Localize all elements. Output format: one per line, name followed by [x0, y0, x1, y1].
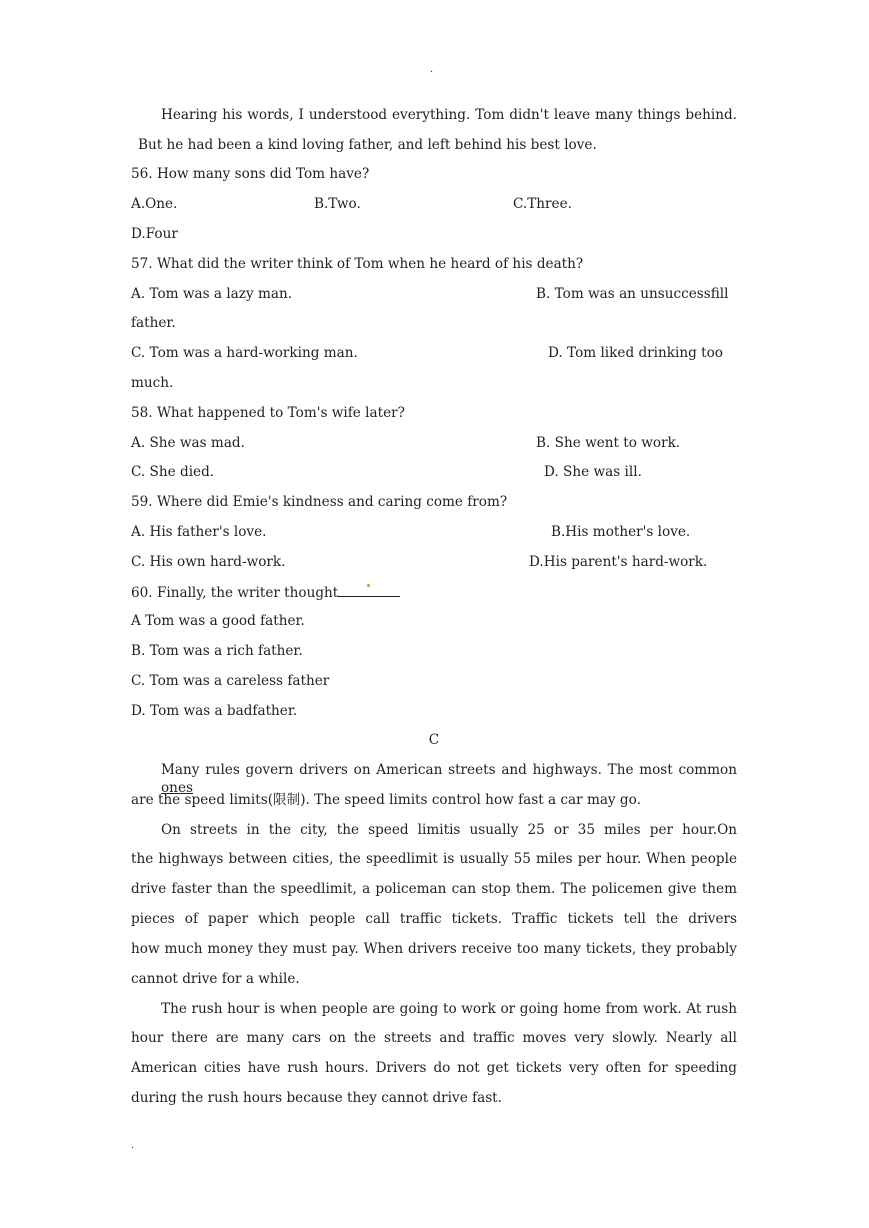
footer-dot: . [131, 1140, 135, 1151]
option-57-d: D. Tom liked drinking too [548, 345, 723, 361]
option-58-d: D. She was ill. [544, 464, 642, 480]
paragraph-line: how much money they must pay. When drivers receive too many tickets, they probably [131, 941, 737, 957]
question-58-stem: 58. What happened to Tom's wife later? [131, 405, 405, 421]
option-56-b: B.Two. [314, 196, 361, 212]
option-60-b: B. Tom was a rich father. [131, 643, 303, 659]
paragraph-line: the highways between cities, the speedlimit is usually 55 miles per hour. When people [131, 851, 737, 867]
underlined-word: ones [161, 780, 193, 796]
option-56-c: C.Three. [513, 196, 572, 212]
paragraph-line: drive faster than the speedlimit, a policeman can stop them. The policemen give them [131, 881, 737, 897]
option-56-d: D.Four [131, 226, 178, 242]
option-58-b: B. She went to work. [536, 435, 681, 451]
option-57-a: A. Tom was a lazy man. [131, 286, 293, 302]
section-heading: C [428, 732, 440, 748]
question-59-stem: 59. Where did Emie's kindness and caring come from? [131, 494, 508, 510]
option-60-c: C. Tom was a careless father [131, 673, 330, 689]
option-58-c: C. She died. [131, 464, 215, 480]
option-57-b: B. Tom was an unsuccessfill [536, 286, 729, 302]
question-60-stem [131, 582, 737, 602]
question-56-stem: 56. How many sons did Tom have? [131, 166, 370, 182]
header-dot: . [430, 64, 434, 75]
option-59-c: C. His own hard-work. [131, 554, 286, 570]
question-57-stem: 57. What did the writer think of Tom when he heard of his death? [131, 256, 584, 272]
paragraph-line: are the speed limits(限制). The speed limits control how fast a car may go. [131, 792, 641, 808]
option-57-b-cont: father. [131, 315, 176, 331]
option-59-d: D.His parent's hard-work. [529, 554, 708, 570]
paragraph-line: On streets in the city, the speed limitis usually 25 or 35 miles per hour.On [161, 822, 737, 838]
option-59-b: B.His mother's love. [551, 524, 691, 540]
passage-line: Hearing his words, I understood everything. Tom didn't leave many things behind. [161, 107, 737, 123]
paragraph-line: American cities have rush hours. Drivers do not get tickets very often for speeding [131, 1060, 737, 1076]
question-60-text: 60. Finally, the writer thought [131, 585, 339, 601]
option-59-a: A. His father's love. [131, 524, 267, 540]
paragraph-line: hour there are many cars on the streets and traffic moves very slowly. Nearly all [131, 1030, 737, 1046]
option-60-a: A Tom was a good father. [131, 613, 305, 629]
option-57-d-cont: much. [131, 375, 174, 391]
paragraph-line: during the rush hours because they cannot drive fast. [131, 1090, 502, 1106]
option-57-c: C. Tom was a hard-working man. [131, 345, 358, 361]
paragraph-line: The rush hour is when people are going to work or going home from work. At rush [161, 1001, 737, 1017]
option-60-d: D. Tom was a badfather. [131, 703, 298, 719]
option-56-a: A.One. [131, 196, 178, 212]
paragraph-text: Many rules govern drivers on American streets and highways. The most common [161, 762, 737, 778]
passage-line: But he had been a kind loving father, and left behind his best love. [138, 137, 597, 153]
option-58-a: A. She was mad. [131, 435, 245, 451]
paragraph-line: pieces of paper which people call traffic tickets. Traffic tickets tell the drivers [131, 911, 737, 927]
paragraph-line: cannot drive for a while. [131, 971, 300, 987]
answer-blank [338, 582, 400, 597]
